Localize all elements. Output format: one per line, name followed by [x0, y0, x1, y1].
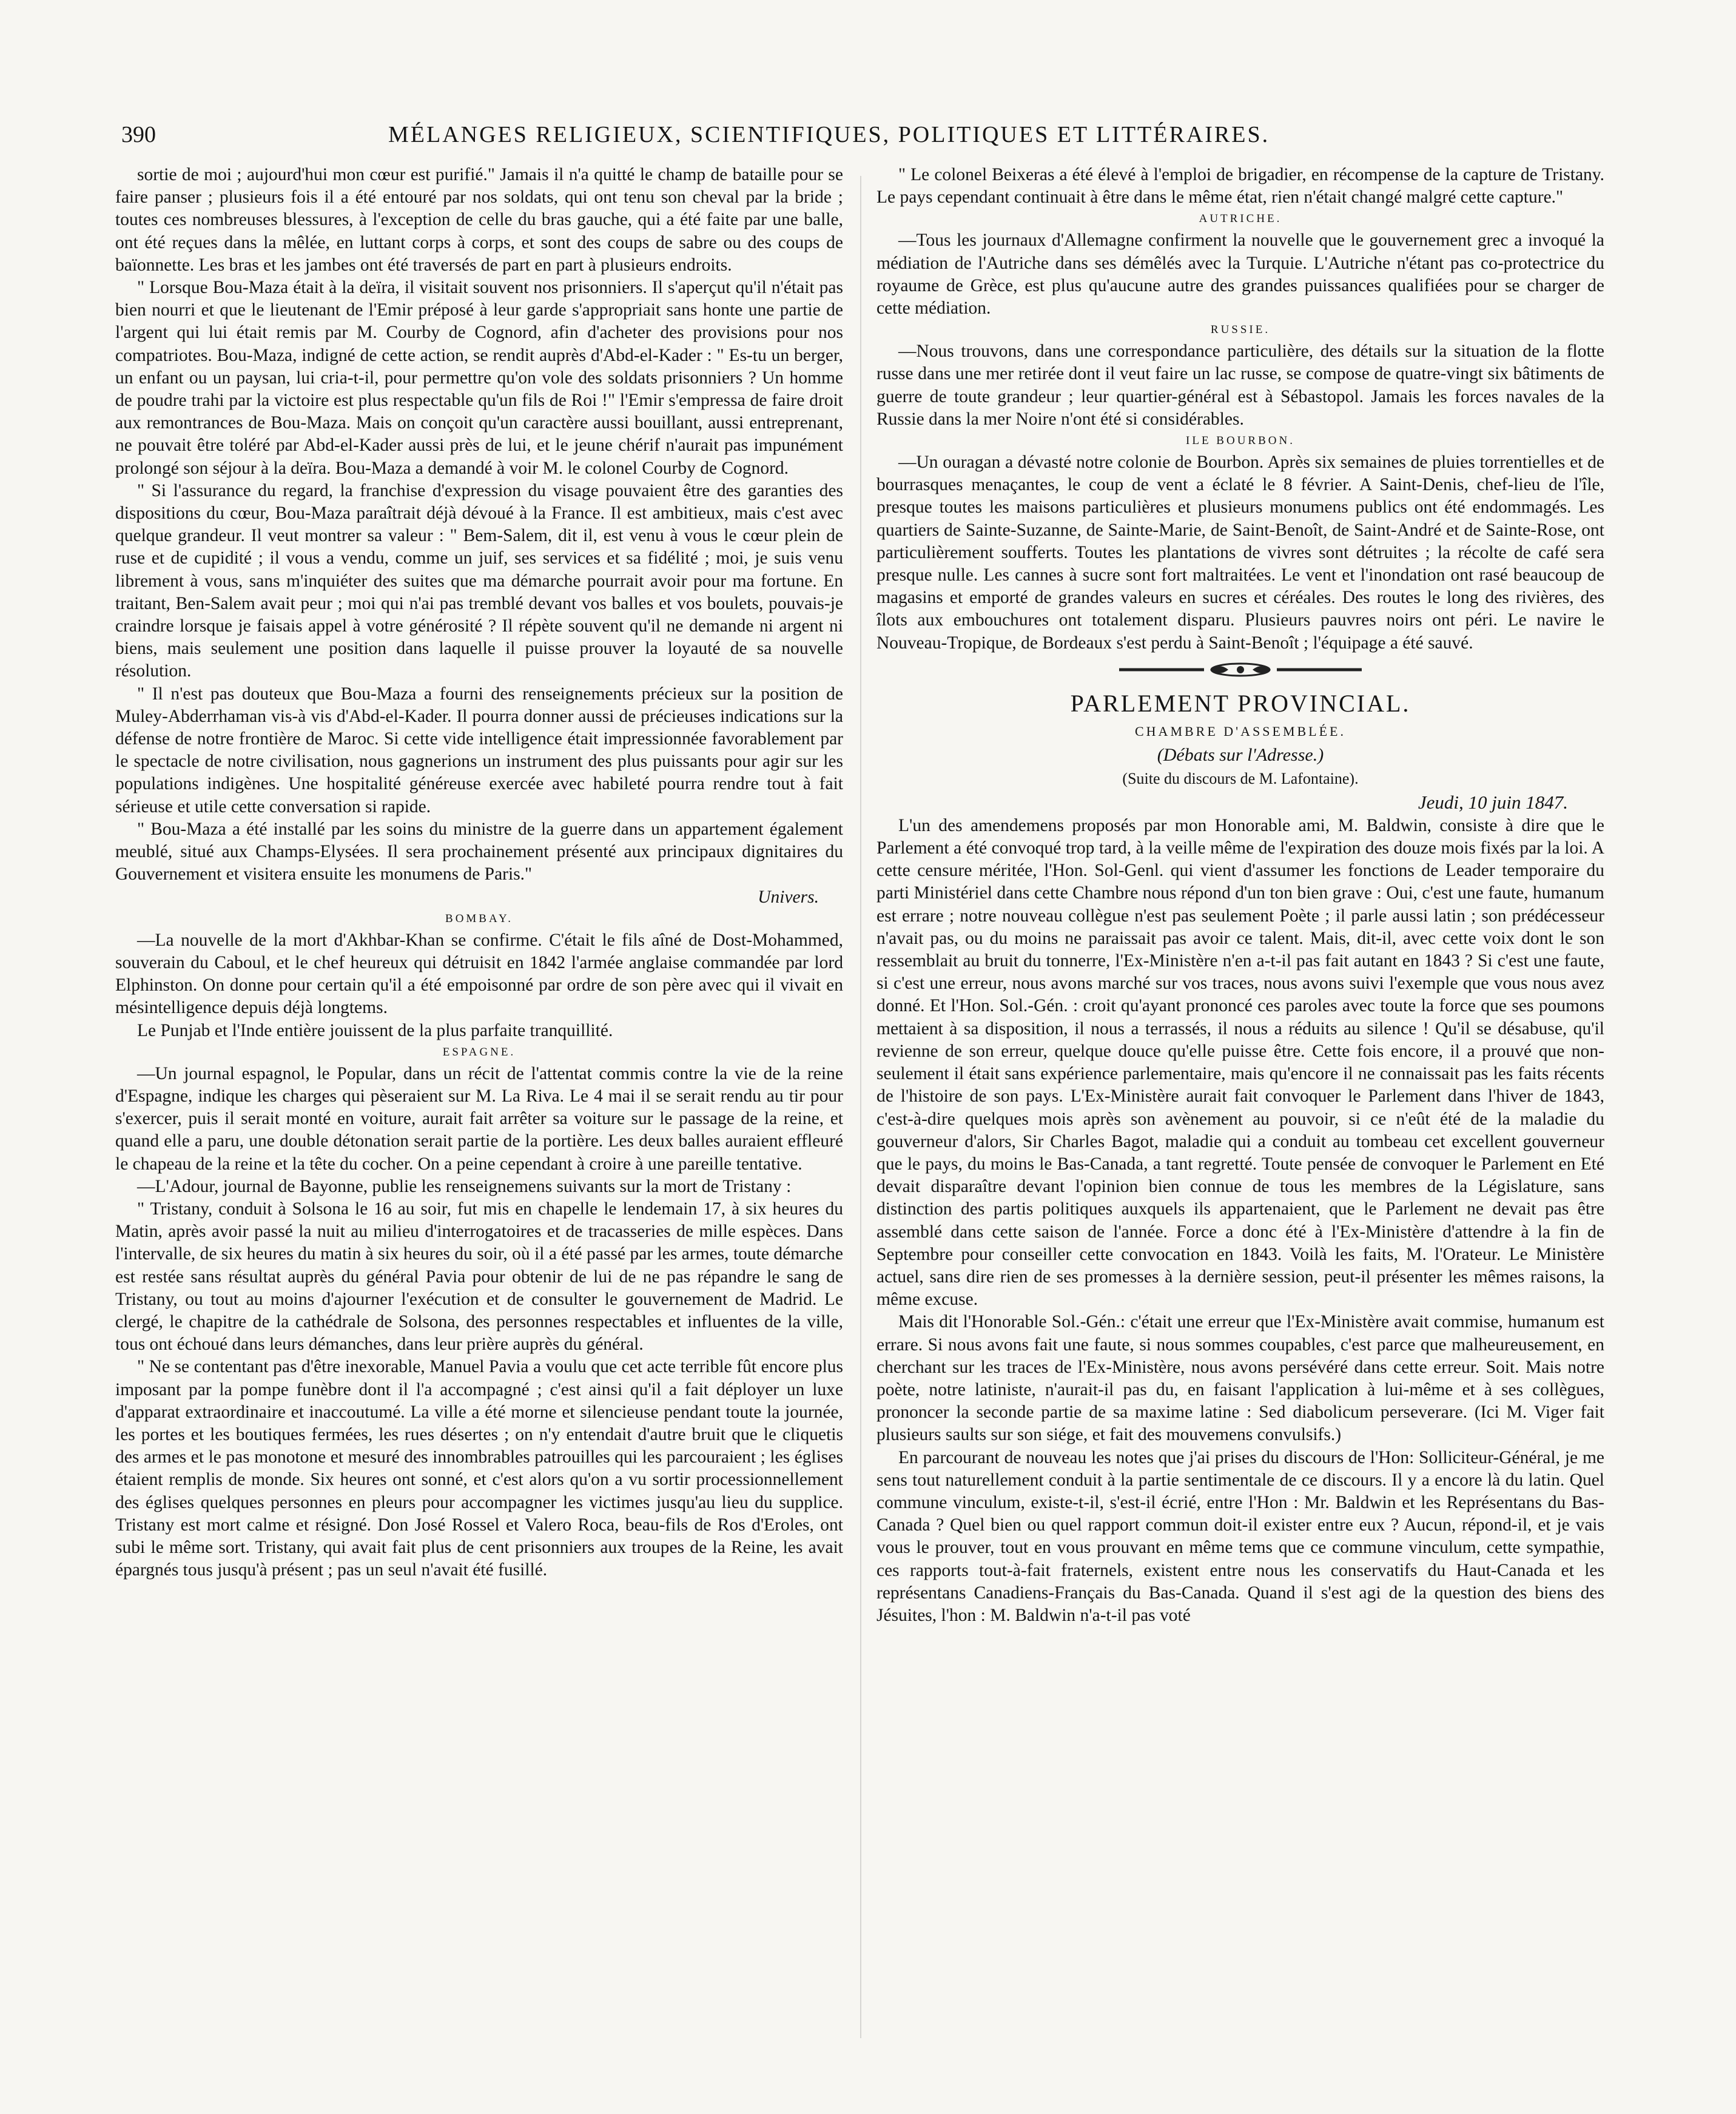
right-column: [876, 164, 1604, 1627]
speech-paragraph: En parcourant de nouveau les notes que j'ai prises du discours de l'Hon: Solliciteur-Général, je me sens tout naturellement conduit à la partie sentimentale de ce discours. Il y a encore là du latin. Quel commune vinculum, existe-t-il, s'est-il écrié, entre l'Hon : Mr. Baldwin et les Représentans du Bas-Canada ? Quel bien ou quel rapport commun doit-il exister entre eux ? Aucun, répond-il, et je vais vous le prouver, tout en vous prouvant en même tems que ce commune vinculum, cette sympathie, ces rapports tout-à-fait fraternels, existent entre nous les conservatifs du Haut-Canada et les représentans Canadiens-Français du Bas-Canada. Quand il s'est agi de la question des biens des Jésuites, l'hon : M. Baldwin n'a-t-il pas voté: [876, 1447, 1604, 1625]
section-heading-bombay: BOMBAY.: [445, 912, 513, 925]
article-paragraph: —Tous les journaux d'Allemagne confirment la nouvelle que le gouvernement grec a invoqué la médiation de l'Autriche dans ses démêlés avec la Turquie. L'Autriche n'étant pas co-protectrice du royaume de Grèce, est plus qu'aucune autre des grandes puissances qualifiées pour se charger de cette médiation.: [876, 231, 1604, 318]
article-paragraph: " Si l'assurance du regard, la franchise d'expression du visage pouvaient être des garanties des dispositions du cœur, Bou-Maza paraîtrait déjà dévoué à la France. Il est ambitieux, mais c'est avec quelque grandeur. Il veut montrer sa valeur : " Bem-Salem, dit il, est venu à vous le cœur plein de ruse et de cupidité ; il vous a vendu, comme un juif, ses services et sa fidélité ; moi, je suis venu librement à vous, sans m'inquiéter des suites que ma démarche pourrait avoir pour ma fortune. En traitant, Ben-Salem avait peur ; moi qui n'ai pas tremblé devant vos balles et vos boulets, pouvais-je craindre lorsque je faisais appel à votre générosité ? Il répète souvent qu'il ne demande ni argent ni biens, mais seulement une position dans laquelle il puisse prouver la loyauté de sa nouvelle résolution.: [115, 480, 843, 681]
parlement-title: PARLEMENT PROVINCIAL.: [1070, 689, 1411, 717]
article-paragraph: " Il n'est pas douteux que Bou-Maza a fourni des renseignements précieux sur la position de Muley-Abderrhaman vis-à vis d'Abd-el-Kader. Il pourra donner aussi de précieuses indications sur la défense de notre frontière de Maroc. Si cette vide intelligence était impressionnée favorablement par le spectacle de notre civilisation, nous gagnerions un instrument des plus puissants pour agir sur les populations indigènes. Une hospitalité généreuse exercée avec habileté pourra rendre tout à fait sérieuse et utile cette conversation si rapide.: [115, 684, 843, 816]
debats-line: (Débats sur l'Adresse.): [1157, 744, 1324, 765]
article-paragraph: —Un ouragan a dévasté notre colonie de Bourbon. Après six semaines de pluies torrentielles et de bourrasques menaçantes, le coup de vent a éclaté le 8 février. A Saint-Denis, chef-lieu de l'île, presque toutes les maisons particulières et plusieurs monumens publics ont été endommagés. Les quartiers de Sainte-Suzanne, de Sainte-Marie, de Saint-Benoît, de Saint-André et de Sainte-Rose, ont particulièrement soufferts. Toutes les plantations de vivres sont détruites ; la récolte de café sera presque nulle. Les cannes à sucre sont fort maltraitées. Le vent et l'inondation ont rasé beaucoup de magasins et emporté de grandes valeurs en sucres et céréales. Des routes le long des rivières, des îlots aux embouchures ont totalement disparu. Plusieurs pauvres noirs ont péri. Le navire le Nouveau-Tropique, de Bordeaux s'est perdu à Saint-Benoît ; l'équipage a été sauvé.: [876, 453, 1604, 653]
article-paragraph: " Le colonel Beixeras a été élevé à l'emploi de brigadier, en récompense de la capture de Tristany. Le pays cependant continuait à être dans le même état, rien n'était changé malgré cette capture.": [876, 165, 1604, 207]
speech-paragraph: Mais dit l'Honorable Sol.-Gén.: c'était une erreur que l'Ex-Ministère avait commise, humanum est errare. Si nous avons fait une faute, si nous sommes coupables, c'est parce que malheureusement, en cherchant sur les traces de l'Ex-Ministère, nous avons persévéré dans cette erreur. Soit. Mais notre poète, notre latiniste, n'aurait-il pas du, en faisant l'application à lui-même et à ses collègues, prononcer la seconde partie de sa maxime latine : Sed diabolicum perseverare. (Ici M. Viger fait plusieurs saults sur son siége, et fait des mouvemens convulsifs.): [876, 1312, 1604, 1445]
column-divider: [860, 176, 861, 2038]
date-line: Jeudi, 10 juin 1847.: [1418, 791, 1568, 813]
section-heading-bourbon: ILE BOURBON.: [1186, 434, 1295, 448]
article-paragraph: " Tristany, conduit à Solsona le 16 au soir, fut mis en chapelle le lendemain 17, à six heures du Matin, après avoir passé la nuit au milieu d'interrogatoires et de tracasseries de mille espèces. Dans l'intervalle, de six heures du matin à six heures du soir, où il a été passé par les armes, toute démarche est restée sans résultat auprès du général Pavia pour obtenir de lui de ne pas répandre le sang de Tristany, ou tout au moins d'ajourner l'exécution et de consulter le gouvernement de Madrid. Le clergé, le chapitre de la cathédrale de Solsona, des personnes respectables et influentes de la ville, tous ont échoué dans leurs démanches, dans leur prière auprès du général.: [115, 1199, 843, 1355]
article-paragraph: Le Punjab et l'Inde entière jouissent de la plus parfaite tranquillité.: [137, 1020, 613, 1040]
article-paragraph: sortie de moi ; aujourd'hui mon cœur est purifié." Jamais il n'a quitté le champ de bataille pour se faire panser ; plusieurs fois il a été entouré par nos soldats, qui ont tenu son cheval par la bride ; toutes ces nombreuses blessures, à l'exception de celle du bras gauche, qui a été faite par une balle, ont été reçues dans la mêlée, en luttant corps à corps, et sont des coups de sabre ou des coups de baïonnette. Les bras et les jambes ont été traversés de part en part à plusieurs endroits.: [115, 165, 843, 275]
left-column: [115, 164, 843, 1581]
article-paragraph: —L'Adour, journal de Bayonne, publie les renseignemens suivants sur la mort de Tristany :: [137, 1176, 792, 1196]
section-heading-autriche: AUTRICHE.: [1199, 212, 1282, 226]
article-paragraph: " Ne se contentant pas d'être inexorable, Manuel Pavia a voulu que cet acte terrible fût encore plus imposant par la pompe funèbre dont il l'a accompagné ; c'est ainsi qu'il a fait déployer un luxe d'apparat extraordinaire et inaccoutumé. La ville a été morne et silencieuse pendant toute la journée, les portes et les boutiques fermées, les rues désertes ; on n'y entendait d'autre bruit que le cliquetis des armes et le pas monotone et mesuré des innombrables patrouilles qui les parcouraient ; les églises étaient remplis de monde. Six heures ont sonné, et c'est alors qu'on a vu sortir processionnellement des églises quelques personnes en pleurs pour accompagner les victimes jusqu'au lieu du supplice. Tristany est mort calme et résigné. Don José Rossel et Valero Roca, beau-fils de Ros d'Eroles, ont subi le même sort. Tristany, qui avait fait plus de cent prisonniers aux troupes de la Reine, les avait épargnés tous jusqu'à présent ; pas un seul n'avait été fusillé.: [115, 1357, 843, 1580]
suite-line: (Suite du discours de M. Lafontaine).: [1122, 769, 1359, 787]
page-header: [121, 121, 1541, 158]
speech-paragraph: L'un des amendemens proposés par mon Honorable ami, M. Baldwin, consiste à dire que le Parlement a été convoqué trop tard, à la veille même de l'expiration des douze mois fixés par la loi. A cette censure méritée, l'Hon. Sol-Genl. qui vient d'assumer les fonctions de Leader temporaire du parti Ministériel dans cette Chambre nous répond d'un ton bien grave : Oui, c'est une faute, humanum est errare ; notre nouveau collègue n'est pas seulement Poète ; il parle aussi latin ; son prédécesseur n'avait pas, ou du moins ne paraissait pas avoir ce talent. Mais, dit-il, avec cette voix dont le son ressemblait au bruit du tonnerre, l'Ex-Ministère n'en a-t-il pas fait autant en 1843 ? Si c'est une faute, si c'est une erreur, nous avons marché sur vos traces, nous avons suivi l'exemple que vous nous avez donné. Et l'Hon. Sol.-Gén. : croit qu'ayant prononcé ces paroles avec toute la force que ses poumons mettaient à sa disposition, il nous a terrassés, il nous a réduits au silence ! Qu'il se désabuse, qu'il revienne de son erreur, quelque douce qu'elle puisse être. Cette fois encore, il a prouvé que non-seulement il était sans expérience parlementaire, mais qu'encore il ne connaissait pas les faits récents de l'histoire de son pays. L'Ex-Ministère aurait fait convoquer le Parlement dans l'hiver de 1843, c'est-à-dire quelques mois après son avènement au pouvoir, si ce n'eût été de la maladie du gouverneur d'alors, Sir Charles Bagot, maladie qui a conduit au tombeau cet excellent gouverneur que le pays, du moins le Bas-Canada, a tant regretté. Toute pensée de convoquer le Parlement en Eté devait disparaître devant l'opinion bien connue de tous les membres de la Législature, sans distinction des partis politiques auxquels ils appartenaient, que le Parlement ne devait pas être assemblé dans cette saison de l'année. Force a donc été à l'Ex-Ministère d'attendre à la fin de Septembre pour conseiller cette convocation en 1843. Voilà les faits, M. l'Orateur. Le Ministère actuel, sans dire rien de ses promesses à la dernière session, peut-il présenter les mêmes raisons, la même excuse.: [876, 815, 1604, 1310]
article-paragraph: —La nouvelle de la mort d'Akhbar-Khan se confirme. C'était le fils aîné de Dost-Mohammed, souverain du Caboul, et le chef heureux qui détruisit en 1842 l'armée anglaise commandée par lord Elphinston. On donne pour certain qu'il a été empoisonné par ordre de son père avec qui il vivait en mésintelligence depuis déjà longtems.: [115, 930, 843, 1018]
section-heading-russie: RUSSIE.: [1210, 323, 1271, 337]
section-heading-espagne: ESPAGNE.: [442, 1045, 516, 1059]
running-title: MÉLANGES RELIGIEUX, SCIENTIFIQUES, POLITIQUES ET LITTÉRAIRES.: [388, 122, 1270, 147]
article-paragraph: —Un journal espagnol, le Popular, dans un récit de l'attentat commis contre la vie de la reine d'Espagne, indique les charges qui pèseraient sur M. La Riva. Le 4 mai il se serait rendu au tir pour s'exercer, puis il serait monté en voiture, aurait fait arrêter sa voiture sur le passage de la reine, et quand elle a paru, une double détonation serait partie de la portière. Les deux balles auraient effleuré le chapeau de la reine et la tête du cocher. On a peine cependant à croire à une pareille tentative.: [115, 1063, 843, 1174]
article-paragraph: " Lorsque Bou-Maza était à la deïra, il visitait souvent nos prisonniers. Il s'aperçut qu'il n'était pas bien nourri et que le lieutenant de l'Emir préposé à leur garde s'appropriait sans honte une partie de l'argent qui lui était remis par M. Courby de Cognord, afin d'acheter des provisions pour nos compatriotes. Bou-Maza, indigné de cette action, se rendit auprès d'Abd-el-Kader : " Es-tu un berger, un enfant ou un paysan, lui cria-t-il, pour permettre qu'on vole des soldats prisonniers ? Un homme de poudre trahi par la victoire est plus respectable qu'un fils de Roi !" l'Emir s'empressa de faire droit aux remontrances de Bou-Maza. Mais on conçoit qu'un caractère aussi bouillant, aussi entreprenant, ne pouvait être toléré par Abd-el-Kader aussi près de lui, et le jeune chérif n'aurait pas impunément prolongé son séjour à la deïra. Bou-Maza a demandé à voir M. le colonel Courby de Cognord.: [115, 278, 843, 478]
page-number: 390: [121, 122, 156, 147]
article-paragraph: —Nous trouvons, dans une correspondance particulière, des détails sur la situation de la flotte russe dans une mer retirée dont il veut faire un lac russe, se compose de quatre-vingt six bâtiments de guerre de toute grandeur ; leur quartier-général est à Sébastopol. Jamais les forces navales de la Russie dans la mer Noire n'ont été si considérables.: [876, 342, 1604, 429]
source-signature: Univers.: [758, 887, 819, 907]
ornamental-rule-icon: [876, 658, 1604, 687]
chambre-subtitle: CHAMBRE D'ASSEMBLÉE.: [1135, 723, 1346, 739]
article-paragraph: " Bou-Maza a été installé par les soins du ministre de la guerre dans un appartement également meublé, situé aux Champs-Elysées. Il sera prochainement présenté aux principaux dignitaires du Gouvernement et visitera ensuite les monumens de Paris.": [115, 819, 843, 884]
